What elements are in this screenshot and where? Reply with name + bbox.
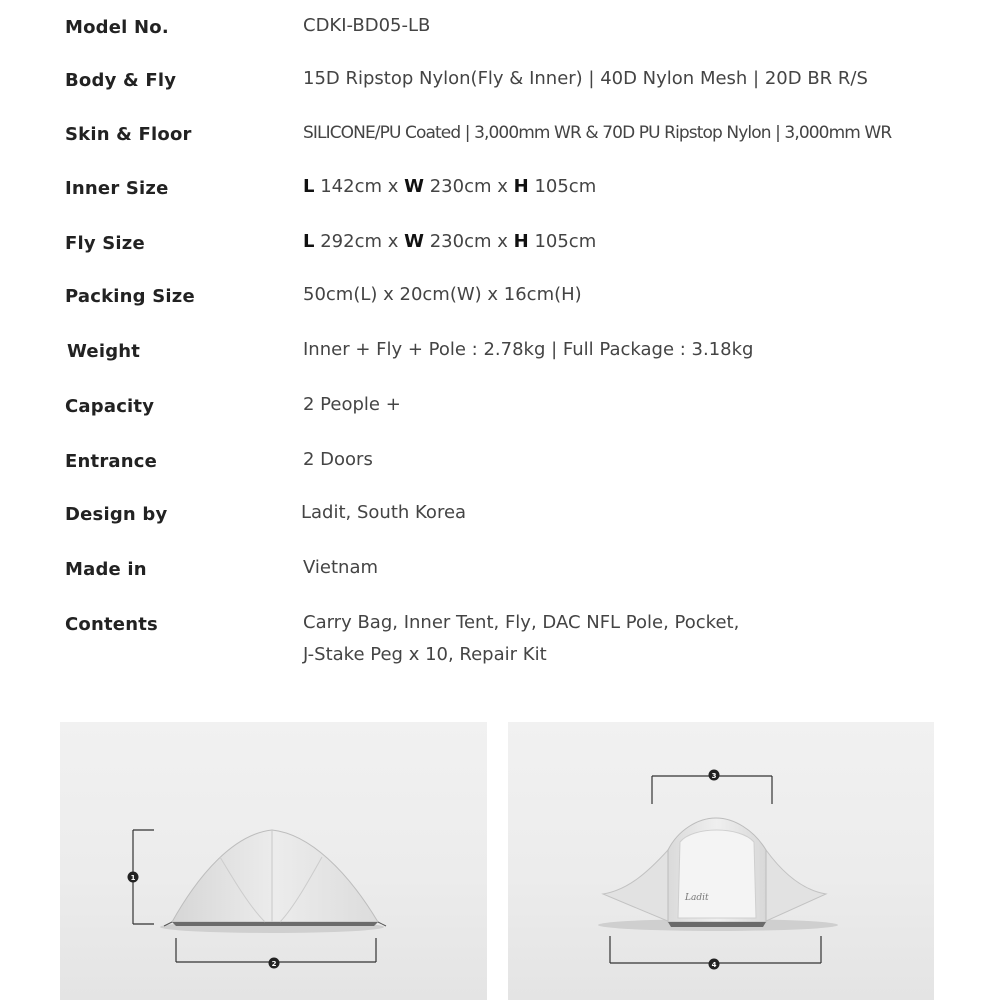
- spec-value: CDKI-BD05-LB: [303, 15, 431, 36]
- spec-label: Entrance: [65, 451, 158, 472]
- dim-value: 105cm: [534, 231, 597, 252]
- dim-key: W: [404, 176, 424, 197]
- dimension-marker-label: 2: [271, 959, 277, 968]
- tent-fly: [172, 830, 378, 922]
- spec-value: SILICONE/PU Coated | 3,000mm WR & 70D PU Ripstop Nylon | 3,000mm WR: [303, 123, 892, 143]
- spec-label: Skin & Floor: [65, 124, 192, 145]
- dim-key: H: [513, 176, 529, 197]
- spec-label: Inner Size: [65, 178, 169, 199]
- spec-value: Vietnam: [303, 557, 379, 578]
- tent-door: [678, 830, 756, 918]
- dim-key: W: [404, 231, 424, 252]
- dimension-marker-label: 4: [711, 960, 717, 969]
- spec-label: Made in: [65, 559, 147, 580]
- spec-value: Carry Bag, Inner Tent, Fly, DAC NFL Pole, Pocket,: [303, 612, 740, 633]
- dimension-marker-label: 1: [130, 873, 136, 882]
- dim-key: H: [513, 231, 529, 252]
- spec-value: 15D Ripstop Nylon(Fly & Inner) | 40D Nylon Mesh | 20D BR R/S: [303, 68, 868, 89]
- spec-label: Capacity: [65, 396, 155, 417]
- dim-value: 230cm x: [429, 231, 508, 252]
- spec-label: Contents: [65, 614, 158, 635]
- spec-label: Packing Size: [65, 286, 195, 307]
- bottom-width-dimension-bracket: [610, 936, 821, 970]
- dim-value: 230cm x: [429, 176, 508, 197]
- spec-value: Ladit, South Korea: [301, 502, 467, 523]
- height-dimension-bracket: [128, 830, 155, 924]
- brand-logo: Ladit: [685, 893, 709, 903]
- spec-value: 2 People +: [303, 394, 401, 415]
- top-width-dimension-bracket: [652, 770, 772, 805]
- spec-value: 50cm(L) x 20cm(W) x 16cm(H): [303, 284, 582, 305]
- spec-label: Design by: [65, 504, 168, 525]
- spec-value: J-Stake Peg x 10, Repair Kit: [303, 644, 547, 665]
- length-dimension-bracket: [176, 938, 376, 969]
- spec-value: [303, 226, 596, 258]
- tent-vestibule-right: [764, 850, 826, 922]
- tent-front-view-illustration: [508, 722, 934, 1000]
- spec-label: Body & Fly: [65, 70, 177, 91]
- spec-label: Weight: [67, 341, 141, 362]
- dimension-marker-label: 3: [711, 771, 717, 780]
- dim-value: 292cm x: [320, 231, 399, 252]
- tent-side-view-photo: [60, 722, 487, 1000]
- tent-side-view-illustration: [60, 722, 487, 1000]
- tent-vestibule-left: [603, 850, 670, 922]
- dim-value: 105cm: [534, 176, 597, 197]
- dim-key: L: [303, 231, 315, 252]
- dim-key: L: [303, 176, 315, 197]
- dim-value: 142cm x: [320, 176, 399, 197]
- spec-label: Model No.: [65, 17, 169, 38]
- tent-floor: [172, 922, 378, 926]
- tent-floor: [668, 922, 766, 927]
- spec-value: Inner + Fly + Pole : 2.78kg | Full Package : 3.18kg: [303, 339, 754, 360]
- spec-value: 2 Doors: [303, 449, 373, 470]
- spec-label: Fly Size: [65, 233, 145, 254]
- tent-front-view-photo: [508, 722, 934, 1000]
- spec-value: [303, 171, 596, 203]
